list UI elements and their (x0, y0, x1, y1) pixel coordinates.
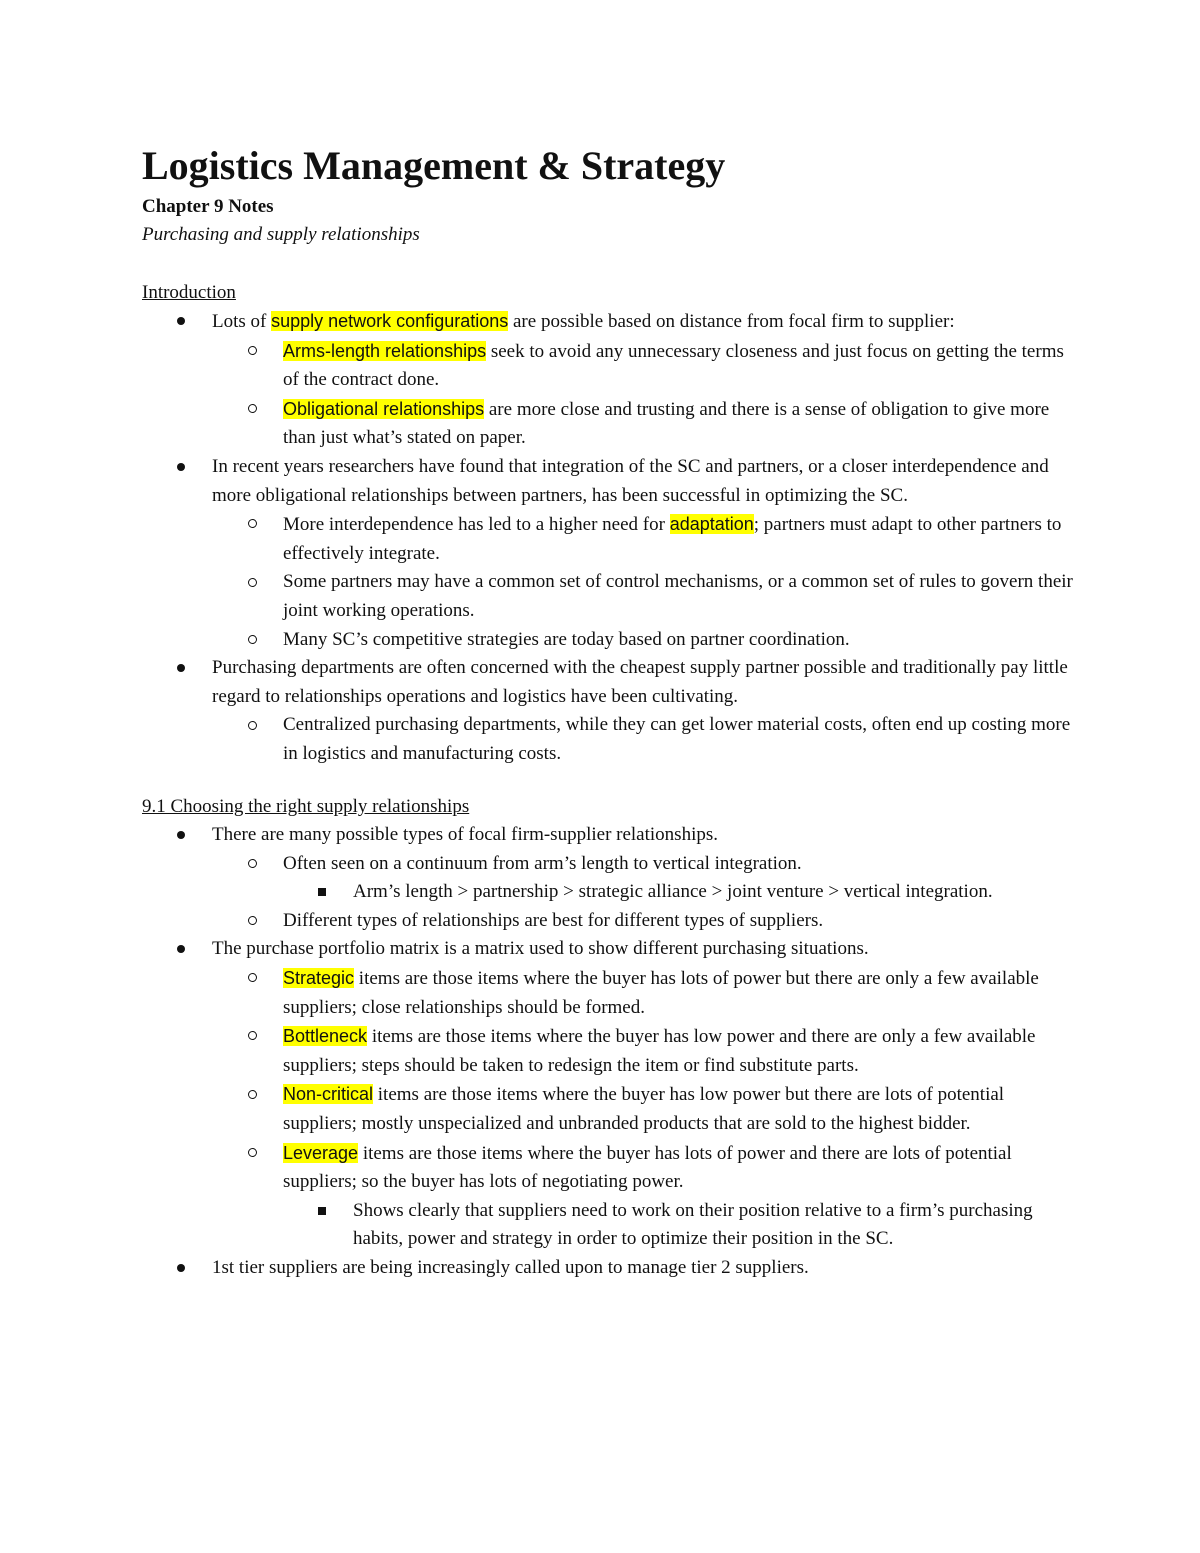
bullet-circle-icon (248, 850, 257, 879)
highlight: Obligational relationships (283, 398, 485, 419)
list-item: Shows clearly that suppliers need to work on their position relative to a firm’s purchasing habits, power and strategy in order to optimize their position in the SC. (0, 1197, 1053, 1254)
list-item: Arms-length relationships seek to avoid any unnecessary closeness and just focus on getting the terms of the contract done. (0, 337, 1073, 395)
bullet-square-icon (318, 1197, 326, 1226)
bullet-circle-icon (248, 626, 257, 655)
bullet-circle-icon (248, 510, 257, 539)
list-item: Arm’s length > partnership > strategic alliance > joint venture > vertical integration. (0, 878, 1053, 907)
section-9-1-list (0, 821, 1200, 1283)
list-item: There are many possible types of focal firm-supplier relationships. (0, 821, 1072, 850)
highlight: adaptation (669, 514, 754, 535)
bullet-dot-icon (177, 654, 185, 683)
list-item: Strategic items are those items where the buyer has lots of power but there are only a few available suppliers; close relationships should be formed. (0, 964, 1073, 1022)
bullet-circle-icon (248, 711, 257, 740)
list-item: Some partners may have a common set of control mechanisms, or a common set of rules to govern their joint working operations. (0, 568, 1073, 625)
bullet-dot-icon (177, 935, 185, 964)
list-item: In recent years researchers have found that integration of the SC and partners, or a closer interdependence and more obligational relationships between partners, has been successful in optimizing the SC. (0, 453, 1072, 510)
list-item: Purchasing departments are often concerned with the cheapest supply partner possible and traditionally pay little regard to relationships operations and logistics have been cultivating. (0, 654, 1072, 711)
list-item: The purchase portfolio matrix is a matrix used to show different purchasing situations. (0, 935, 1072, 964)
bullet-circle-icon (248, 1139, 257, 1168)
list-item: Lots of supply network configurations are possible based on distance from focal firm to supplier: (0, 307, 1072, 337)
highlight: supply network configurations (271, 311, 509, 331)
chapter-topic: Purchasing and supply relationships (142, 224, 420, 245)
list-item: 1st tier suppliers are being increasingly called upon to manage tier 2 suppliers. (0, 1254, 1072, 1283)
highlight: Bottleneck (283, 1026, 368, 1047)
highlight: Strategic (283, 967, 355, 988)
list-item: Non-critical items are those items where the buyer has low power but there are lots of potential suppliers; mostly unspecialized and unbranded products that are sold to the highest bidder. (0, 1080, 1073, 1138)
list-item: Bottleneck items are those items where the buyer has low power and there are only a few available suppliers; steps should be taken to redesign the item or find substitute parts. (0, 1022, 1073, 1080)
list-item: Obligational relationships are more close and trusting and there is a sense of obligation to give more than just what’s stated on paper. (0, 395, 1073, 453)
highlight: Leverage (283, 1142, 359, 1163)
bullet-dot-icon (177, 307, 185, 336)
list-item: Often seen on a continuum from arm’s length to vertical integration. (0, 850, 1073, 879)
bullet-dot-icon (177, 453, 185, 482)
bullet-dot-icon (177, 1254, 185, 1283)
bullet-circle-icon (248, 337, 257, 366)
bullet-dot-icon (177, 821, 185, 850)
list-item: Different types of relationships are best for different types of suppliers. (0, 907, 1073, 936)
section-heading-introduction: Introduction (142, 282, 236, 303)
bullet-circle-icon (248, 964, 257, 993)
bullet-square-icon (318, 878, 326, 907)
document-title: Logistics Management & Strategy (142, 143, 726, 188)
section-heading-9-1: 9.1 Choosing the right supply relationships (142, 796, 470, 817)
bullet-circle-icon (248, 395, 257, 424)
list-item: Many SC’s competitive strategies are today based on partner coordination. (0, 626, 1073, 655)
list-item: More interdependence has led to a higher need for adaptation; partners must adapt to other partners to effectively integrate. (0, 510, 1073, 568)
bullet-circle-icon (248, 1080, 257, 1109)
list-item: Leverage items are those items where the buyer has lots of power and there are lots of potential suppliers; so the buyer has lots of negotiating power. (0, 1139, 1073, 1197)
list-item: Centralized purchasing departments, while they can get lower material costs, often end up costing more in logistics and manufacturing costs. (0, 711, 1073, 768)
bullet-circle-icon (248, 568, 257, 597)
highlight: Non-critical (283, 1084, 374, 1105)
introduction-list (0, 307, 1200, 769)
highlight: Arms-length relationships (283, 340, 487, 361)
bullet-circle-icon (248, 1022, 257, 1051)
bullet-circle-icon (248, 907, 257, 936)
chapter-label: Chapter 9 Notes (142, 196, 274, 217)
